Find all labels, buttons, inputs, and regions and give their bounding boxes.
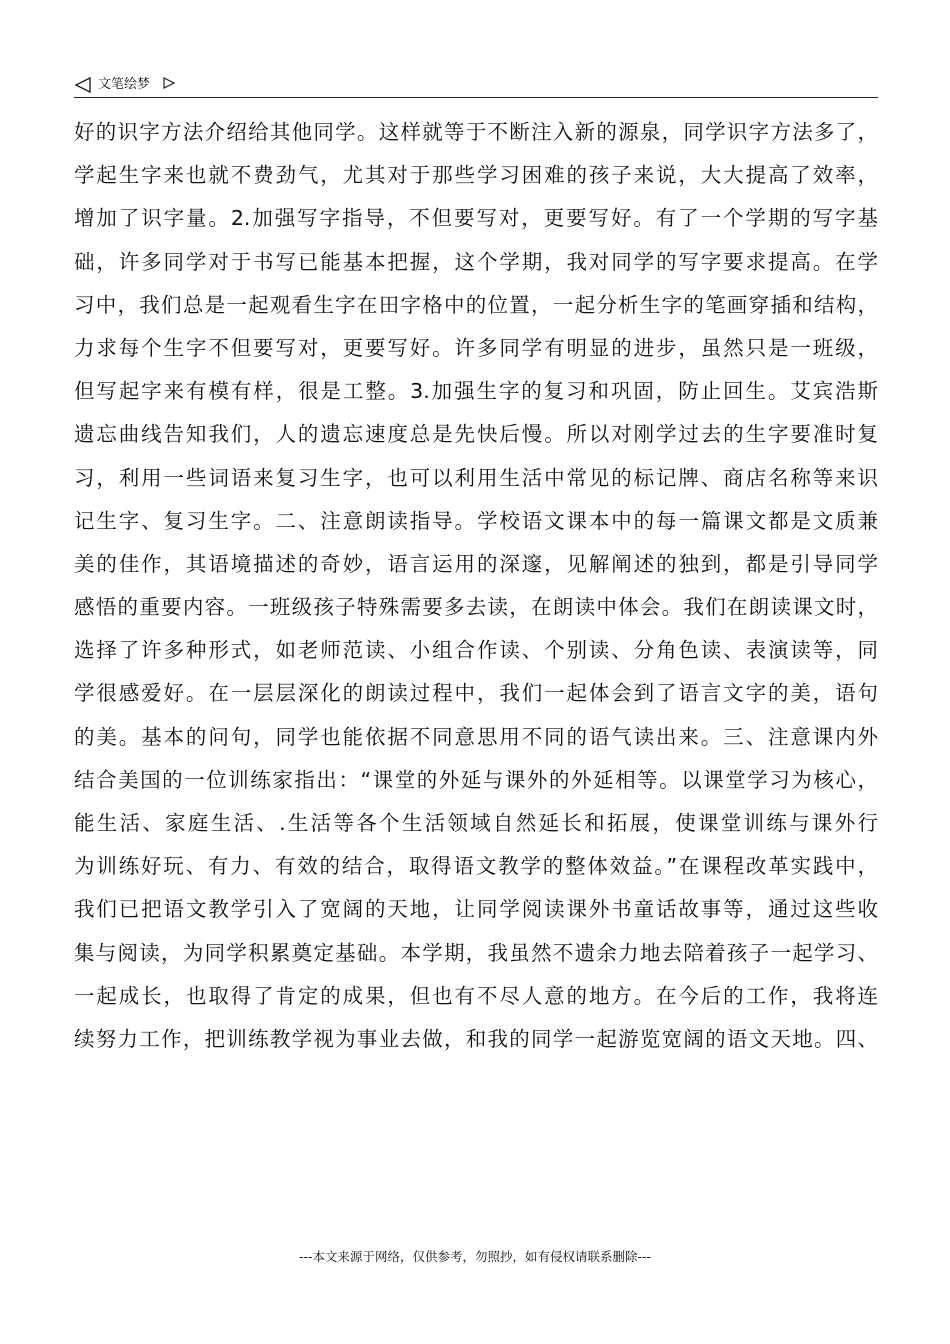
text-line: 为训练好玩、有力、有效的结合，取得语文教学的整体效益。”在课程改革实践中， (74, 854, 878, 879)
text-line: 学很感爱好。在一层层深化的朗读过程中，我们一起体会到了语言文字的美，语句 (74, 681, 878, 706)
text-line: 感悟的重要内容。一班级孩子特殊需要多去读，在朗读中体会。我们在朗读课文时， (74, 595, 878, 620)
triangle-right-outline-icon (162, 76, 176, 90)
text-line: 一起成长，也取得了肯定的成果，但也有不尽人意的地方。在今后的工作，我将连 (74, 983, 878, 1008)
text-line: 遗忘曲线告知我们，人的遗忘速度总是先快后慢。所以对刚学过去的生字要准时复 (74, 422, 878, 447)
text-line: 的美。基本的问句，同学也能依据不同意思用不同的语气读出来。三、注意课内外 (74, 724, 878, 749)
text-line: 习中，我们总是一起观看生字在田字格中的位置，一起分析生字的笔画穿插和结构， (74, 292, 878, 317)
text-line: 习，利用一些词语来复习生字，也可以利用生活中常见的标记牌、商店名称等来识 (74, 465, 878, 490)
header-title: 文笔绘梦 (98, 77, 151, 92)
text-line: 增加了识字量。2.加强写字指导，不但要写对，更要写好。有了一个学期的写字基 (74, 206, 878, 231)
text-line: 础，许多同学对于书写已能基本把握，这个学期，我对同学的写字要求提高。在学 (74, 249, 878, 274)
text-line: 记生字、复习生字。二、注意朗读指导。学校语文课本中的每一篇课文都是文质兼 (74, 508, 878, 533)
text-line: 选择了许多种形式，如老师范读、小组合作读、个别读、分角色读、表演读等，同 (74, 638, 878, 663)
text-line: 集与阅读，为同学积累奠定基础。本学期，我虽然不遗余力地去陪着孩子一起学习、 (74, 940, 878, 965)
text-line: 续努力工作，把训练教学视为事业去做，和我的同学一起游览宽阔的语文天地。四、 (74, 1026, 878, 1051)
header-divider (74, 97, 878, 98)
text-line: 结合美国的一位训练家指出：“课堂的外延与课外的外延相等。以课堂学习为核心， (74, 767, 878, 792)
document-body (74, 111, 878, 1061)
page-header (74, 74, 878, 96)
text-line: 但写起字来有模有样，很是工整。3.加强生字的复习和巩固，防止回生。艾宾浩斯 (74, 379, 878, 404)
text-line: 美的佳作，其语境描述的奇妙，语言运用的深邃，见解阐述的独到，都是引导同学 (74, 551, 878, 576)
triangle-left-outline-icon (74, 76, 92, 94)
text-line: 学起生字来也就不费劲气，尤其对于那些学习困难的孩子来说，大大提高了效率， (74, 163, 878, 188)
page-footer: ---本文来源于网络，仅供参考，勿照抄，如有侵权请联系删除--- (298, 1249, 652, 1264)
text-line: 力求每个生字不但要写对，更要写好。许多同学有明显的进步，虽然只是一班级， (74, 335, 878, 360)
text-line: 好的识字方法介绍给其他同学。这样就等于不断注入新的源泉，同学识字方法多了， (74, 120, 878, 144)
text-line: 能生活、家庭生活、.生活等各个生活领域自然延长和拓展，使课堂训练与课外行 (74, 811, 878, 835)
text-line: 我们已把语文教学引入了宽阔的天地，让同学阅读课外书童话故事等，通过这些收 (74, 897, 878, 922)
